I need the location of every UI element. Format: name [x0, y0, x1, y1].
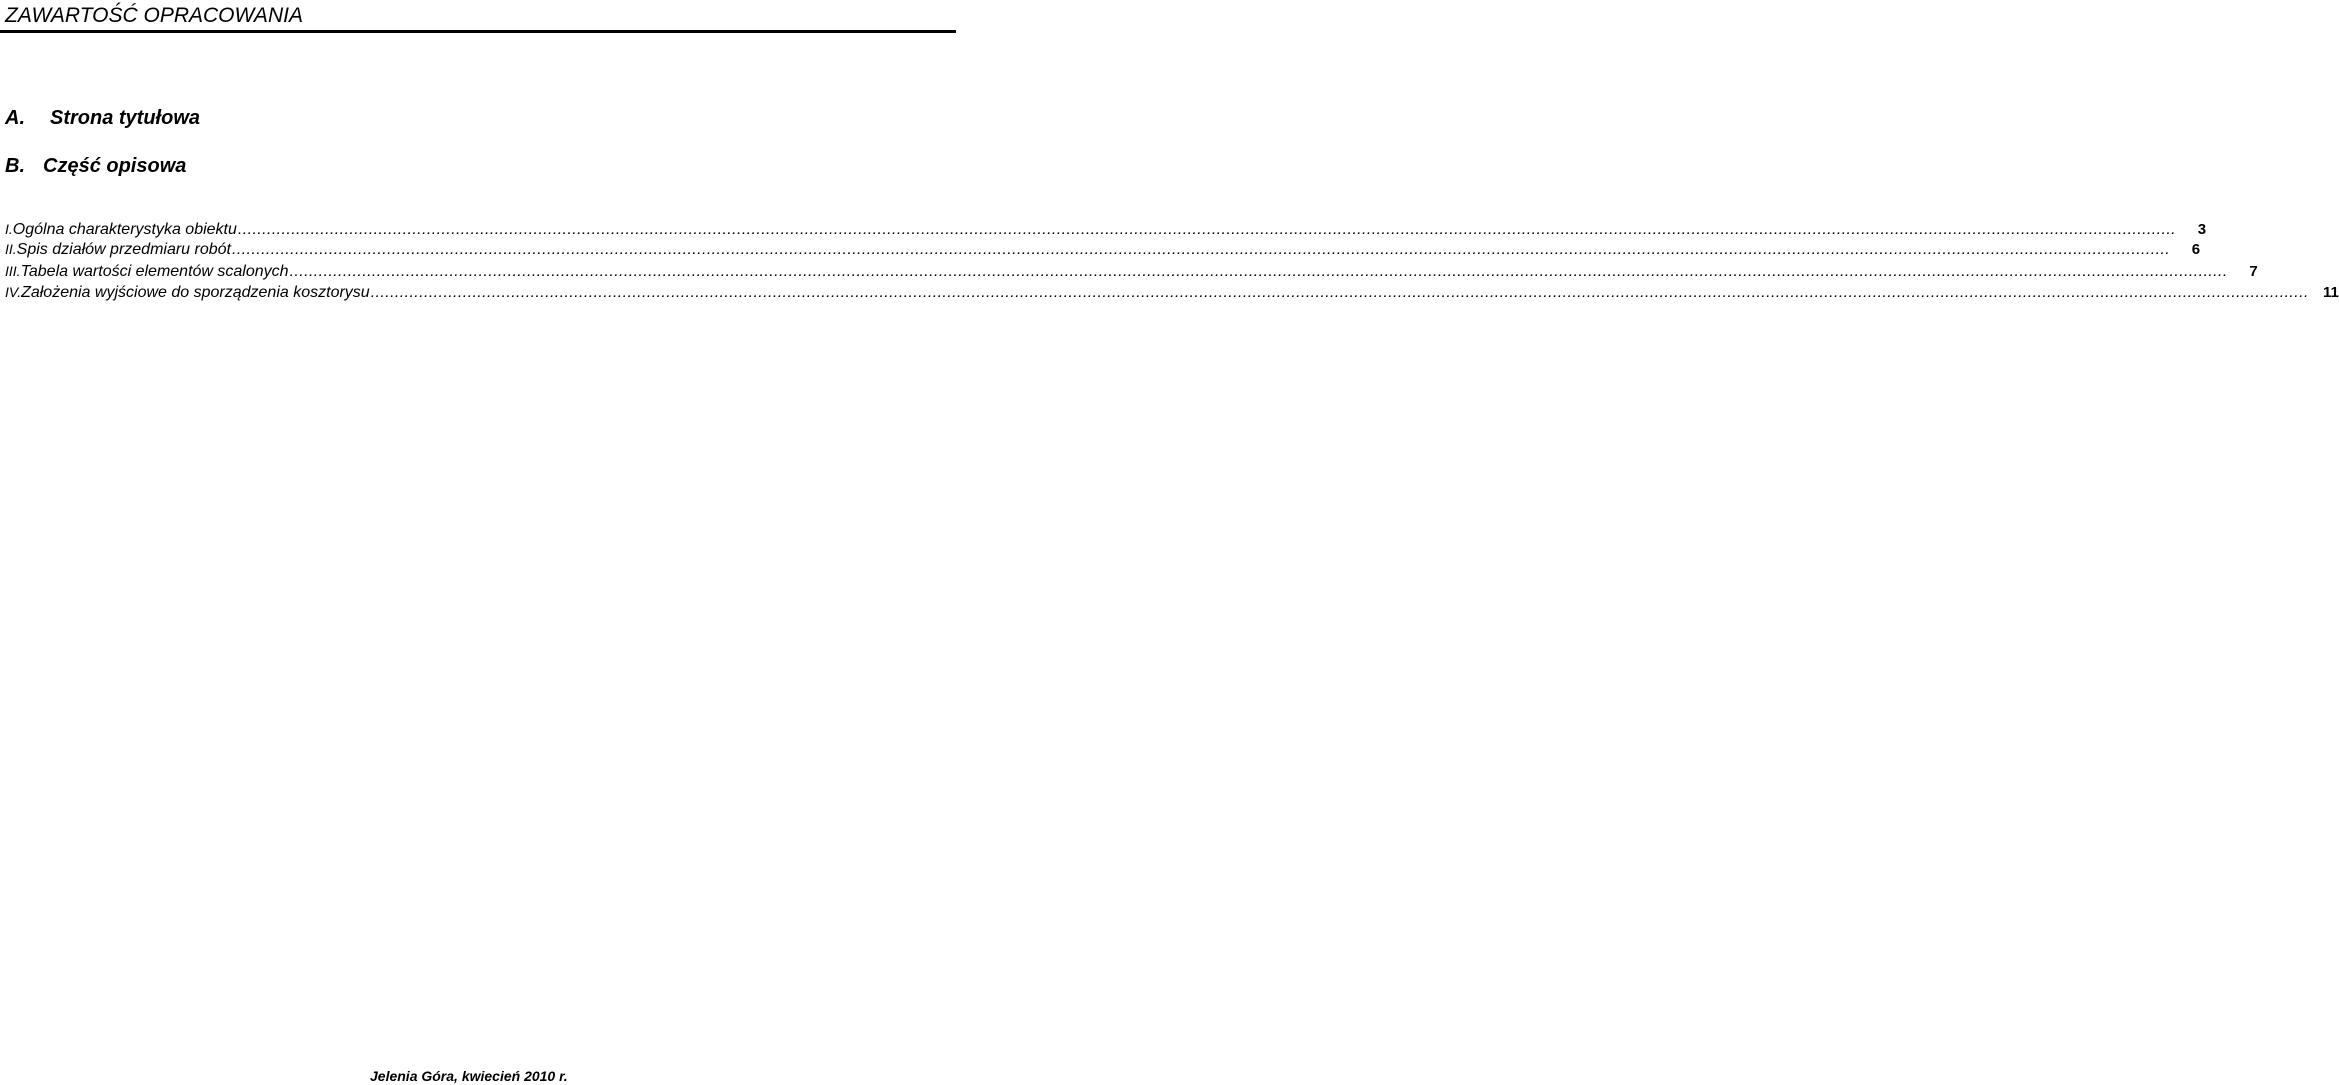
footer-place-date: Jelenia Góra, kwiecień 2010 r.	[370, 1068, 568, 1084]
toc-entry[interactable]	[5, 218, 2207, 240]
toc-entry-number: I.	[5, 221, 13, 237]
page-title: ZAWARTOŚĆ OPRACOWANIA	[5, 4, 303, 27]
section-label: Strona tytułowa	[50, 107, 201, 129]
toc-entry-number: III.	[5, 263, 21, 279]
toc-entry-page: 11	[2322, 284, 2339, 301]
toc-entry-number: II.	[5, 241, 17, 257]
toc-entry-title: Spis działów przedmiaru robót	[16, 241, 231, 258]
toc-entry[interactable]	[5, 238, 2201, 260]
toc-dot-leader: ................................................................................................................................................................................................................................................................................................................................................................................................................	[232, 241, 2171, 258]
title-underline	[0, 30, 956, 33]
toc-entry-page: 3	[2197, 221, 2207, 238]
section-a	[5, 106, 200, 130]
toc-dot-leader: ................................................................................................................................................................................................................................................................................................................................................................................................................	[237, 221, 2177, 238]
section-label: Część opisowa	[43, 155, 187, 177]
section-b	[5, 154, 186, 178]
toc-entry-page: 7	[2249, 263, 2258, 280]
toc-dot-leader: ................................................................................................................................................................................................................................................................................................................................................................................................................	[370, 284, 2309, 301]
section-letter: B.	[5, 155, 25, 177]
toc-dot-leader: ................................................................................................................................................................................................................................................................................................................................................................................................................	[289, 263, 2228, 280]
toc-entry[interactable]	[5, 281, 2339, 303]
toc-entry-title: Tabela wartości elementów scalonych	[20, 263, 289, 280]
section-letter: A.	[5, 107, 25, 129]
toc-entry-title: Założenia wyjściowe do sporządzenia kosztorysu	[21, 284, 370, 301]
toc-entry-title: Ogólna charakterystyka obiektu	[12, 221, 237, 238]
toc-entry-number: IV.	[5, 284, 22, 300]
toc-entry-page: 6	[2191, 241, 2201, 258]
toc-entry[interactable]	[5, 260, 2258, 282]
